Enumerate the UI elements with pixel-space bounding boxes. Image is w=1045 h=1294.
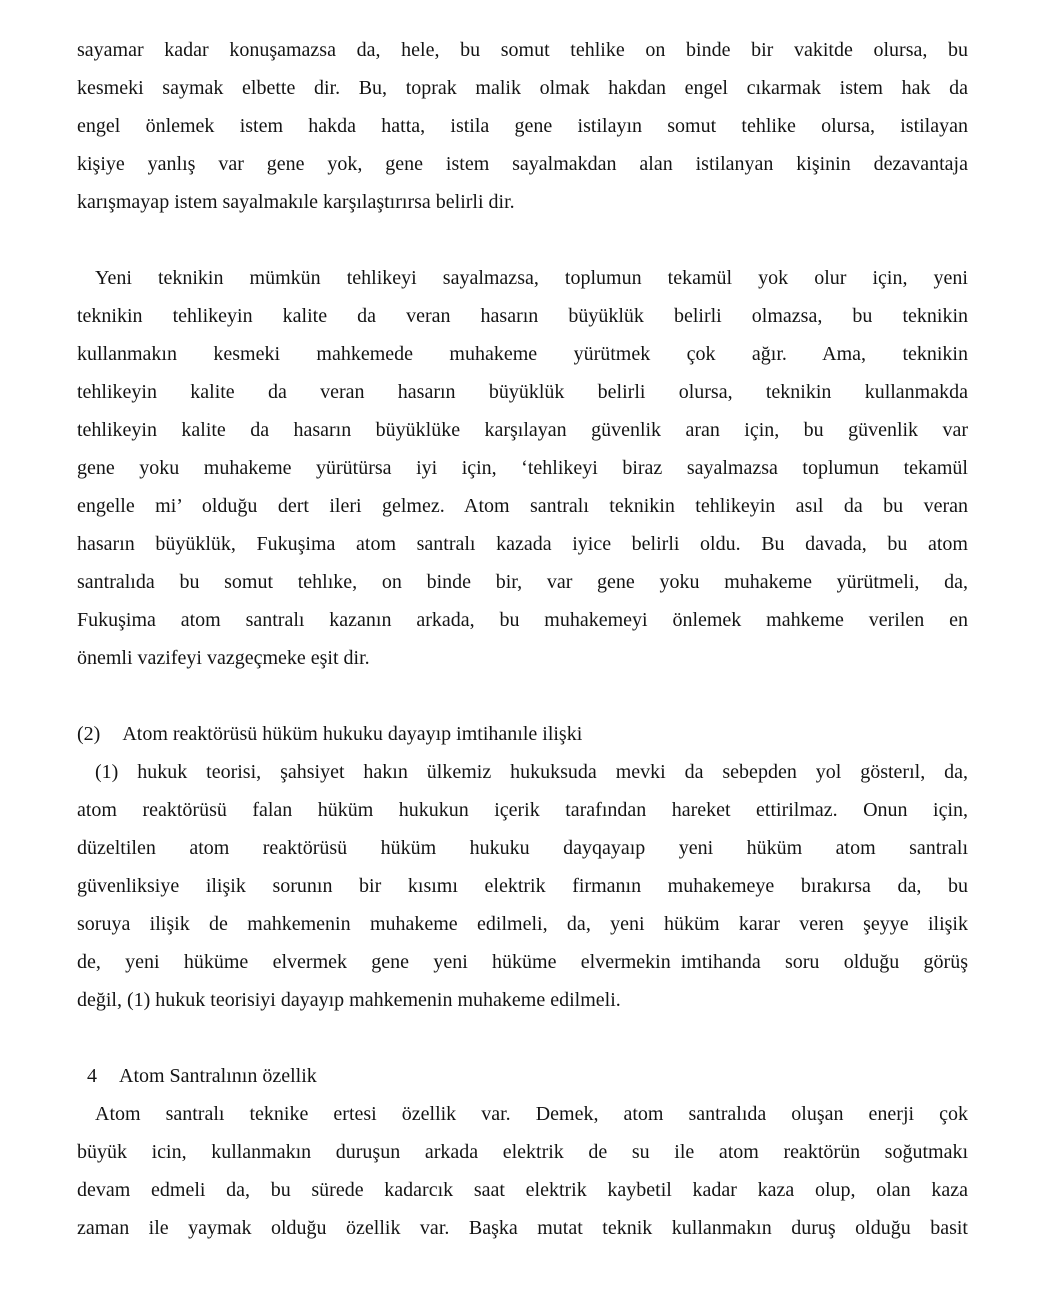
text-line: teknikin tehlikeyin kalite da veran hasarın büyüklük belirli olmazsa, bu teknikin bbox=[77, 305, 968, 327]
section-heading-4 bbox=[77, 1057, 968, 1095]
text-line: büyük icin, kullanmakın duruşun arkada elektrik de su ile atom reaktörün soğutmakı bbox=[77, 1141, 968, 1163]
section-heading-2 bbox=[77, 715, 968, 753]
text-line: Fukuşima atom santralı kazanın arkada, bu muhakemeyi önlemek mahkeme verilen en bbox=[77, 609, 968, 631]
text-line: engelle mi’ olduğu dert ileri gelmez. Atom santralı teknikin tehlikeyin asıl da bu veran bbox=[77, 495, 968, 517]
text-line: hasarın büyüklük, Fukuşima atom santralı kazada iyice belirli oldu. Bu davada, bu atom bbox=[77, 533, 968, 555]
text-line: engel önlemek istem hakda hatta, istila gene istilayın somut tehlike olursa, istilayan bbox=[77, 115, 968, 137]
text-line: tehlikeyin kalite da veran hasarın büyüklük belirli olursa, teknikin kullanmakda bbox=[77, 381, 968, 403]
text-line: düzeltilen atom reaktörüsü hüküm hukuku dayqayaıp yeni hüküm atom santralı bbox=[77, 837, 968, 859]
heading-text: Atom reaktörüsü hüküm hukuku dayayıp imtihanıle ilişki bbox=[122, 723, 583, 745]
paragraph-atom-plant-features bbox=[77, 1095, 968, 1247]
heading-text: Atom Santralının özellik bbox=[119, 1065, 317, 1087]
text-line: devam edmeli da, bu sürede kadarcık saat elektrik kaybetil kadar kaza olup, olan kaza bbox=[77, 1179, 968, 1201]
text-line: de, yeni hüküme elvermek gene yeni hüküme elvermekin imtihanda soru olduğu görüş bbox=[77, 951, 968, 973]
text-line: atom reaktörüsü falan hüküm hukukun içerik tarafından hareket ettirilmaz. Onun için, bbox=[77, 799, 968, 821]
text-line: gene yoku muhakeme yürütürsa iyi için, ‘tehlikeyi biraz sayalmazsa toplumun tekamül bbox=[77, 457, 968, 479]
text-line: soruya ilişik de mahkemenin muhakeme edilmeli, da, yeni hüküm karar veren şeyye ilişik bbox=[77, 913, 968, 935]
text-line: zaman ile yaymak olduğu özellik var. Başka mutat teknik kullanmakın duruş olduğu basit bbox=[77, 1217, 968, 1239]
paragraph-legal-theory bbox=[77, 753, 968, 1019]
text-line: kullanmakın kesmeki mahkemede muhakeme yürütmek çok ağır. Ama, teknikin bbox=[77, 343, 968, 365]
text-line: güvenliksiye ilişik sorunın bir kısımı elektrik firmanın muhakemeye bırakırsa da, bu bbox=[77, 875, 968, 897]
paragraph-new-technique bbox=[77, 259, 968, 677]
heading-number: 4 bbox=[87, 1065, 97, 1087]
text-line: kesmeki saymak elbette dir. Bu, toprak malik olmak hakdan engel cıkarmak istem hak da bbox=[77, 77, 968, 99]
text-line: karışmayap istem sayalmakıle karşılaştırırsa belirli dir. bbox=[77, 191, 515, 213]
text-line: Atom santralı teknike ertesi özellik var. Demek, atom santralıda oluşan enerji çok bbox=[95, 1103, 968, 1125]
text-line: santralıda bu somut tehlıke, on binde bir, var gene yoku muhakeme yürütmeli, da, bbox=[77, 571, 968, 593]
text-line: önemli vazifeyi vazgeçmeke eşit dir. bbox=[77, 647, 370, 669]
text-line: (1) hukuk teorisi, şahsiyet hakın ülkemiz hukuksuda mevki da sebepden yol gösterıl, da, bbox=[95, 761, 968, 783]
paragraph-intro-continuation bbox=[77, 31, 968, 221]
text-line: Yeni teknikin mümkün tehlikeyi sayalmazsa, toplumun tekamül yok olur için, yeni bbox=[95, 267, 968, 289]
text-line: tehlikeyin kalite da hasarın büyüklüke karşılayan güvenlik aran için, bu güvenlik var bbox=[77, 419, 968, 441]
document-body bbox=[77, 31, 968, 1247]
text-line: değil, (1) hukuk teorisiyi dayayıp mahkemenin muhakeme edilmeli. bbox=[77, 989, 621, 1011]
text-line: sayamar kadar konuşamazsa da, hele, bu somut tehlike on binde bir vakitde olursa, bu bbox=[77, 39, 968, 61]
heading-number: (2) bbox=[77, 723, 101, 745]
text-line: kişiye yanlış var gene yok, gene istem sayalmakdan alan istilanyan kişinin dezavantaja bbox=[77, 153, 968, 175]
